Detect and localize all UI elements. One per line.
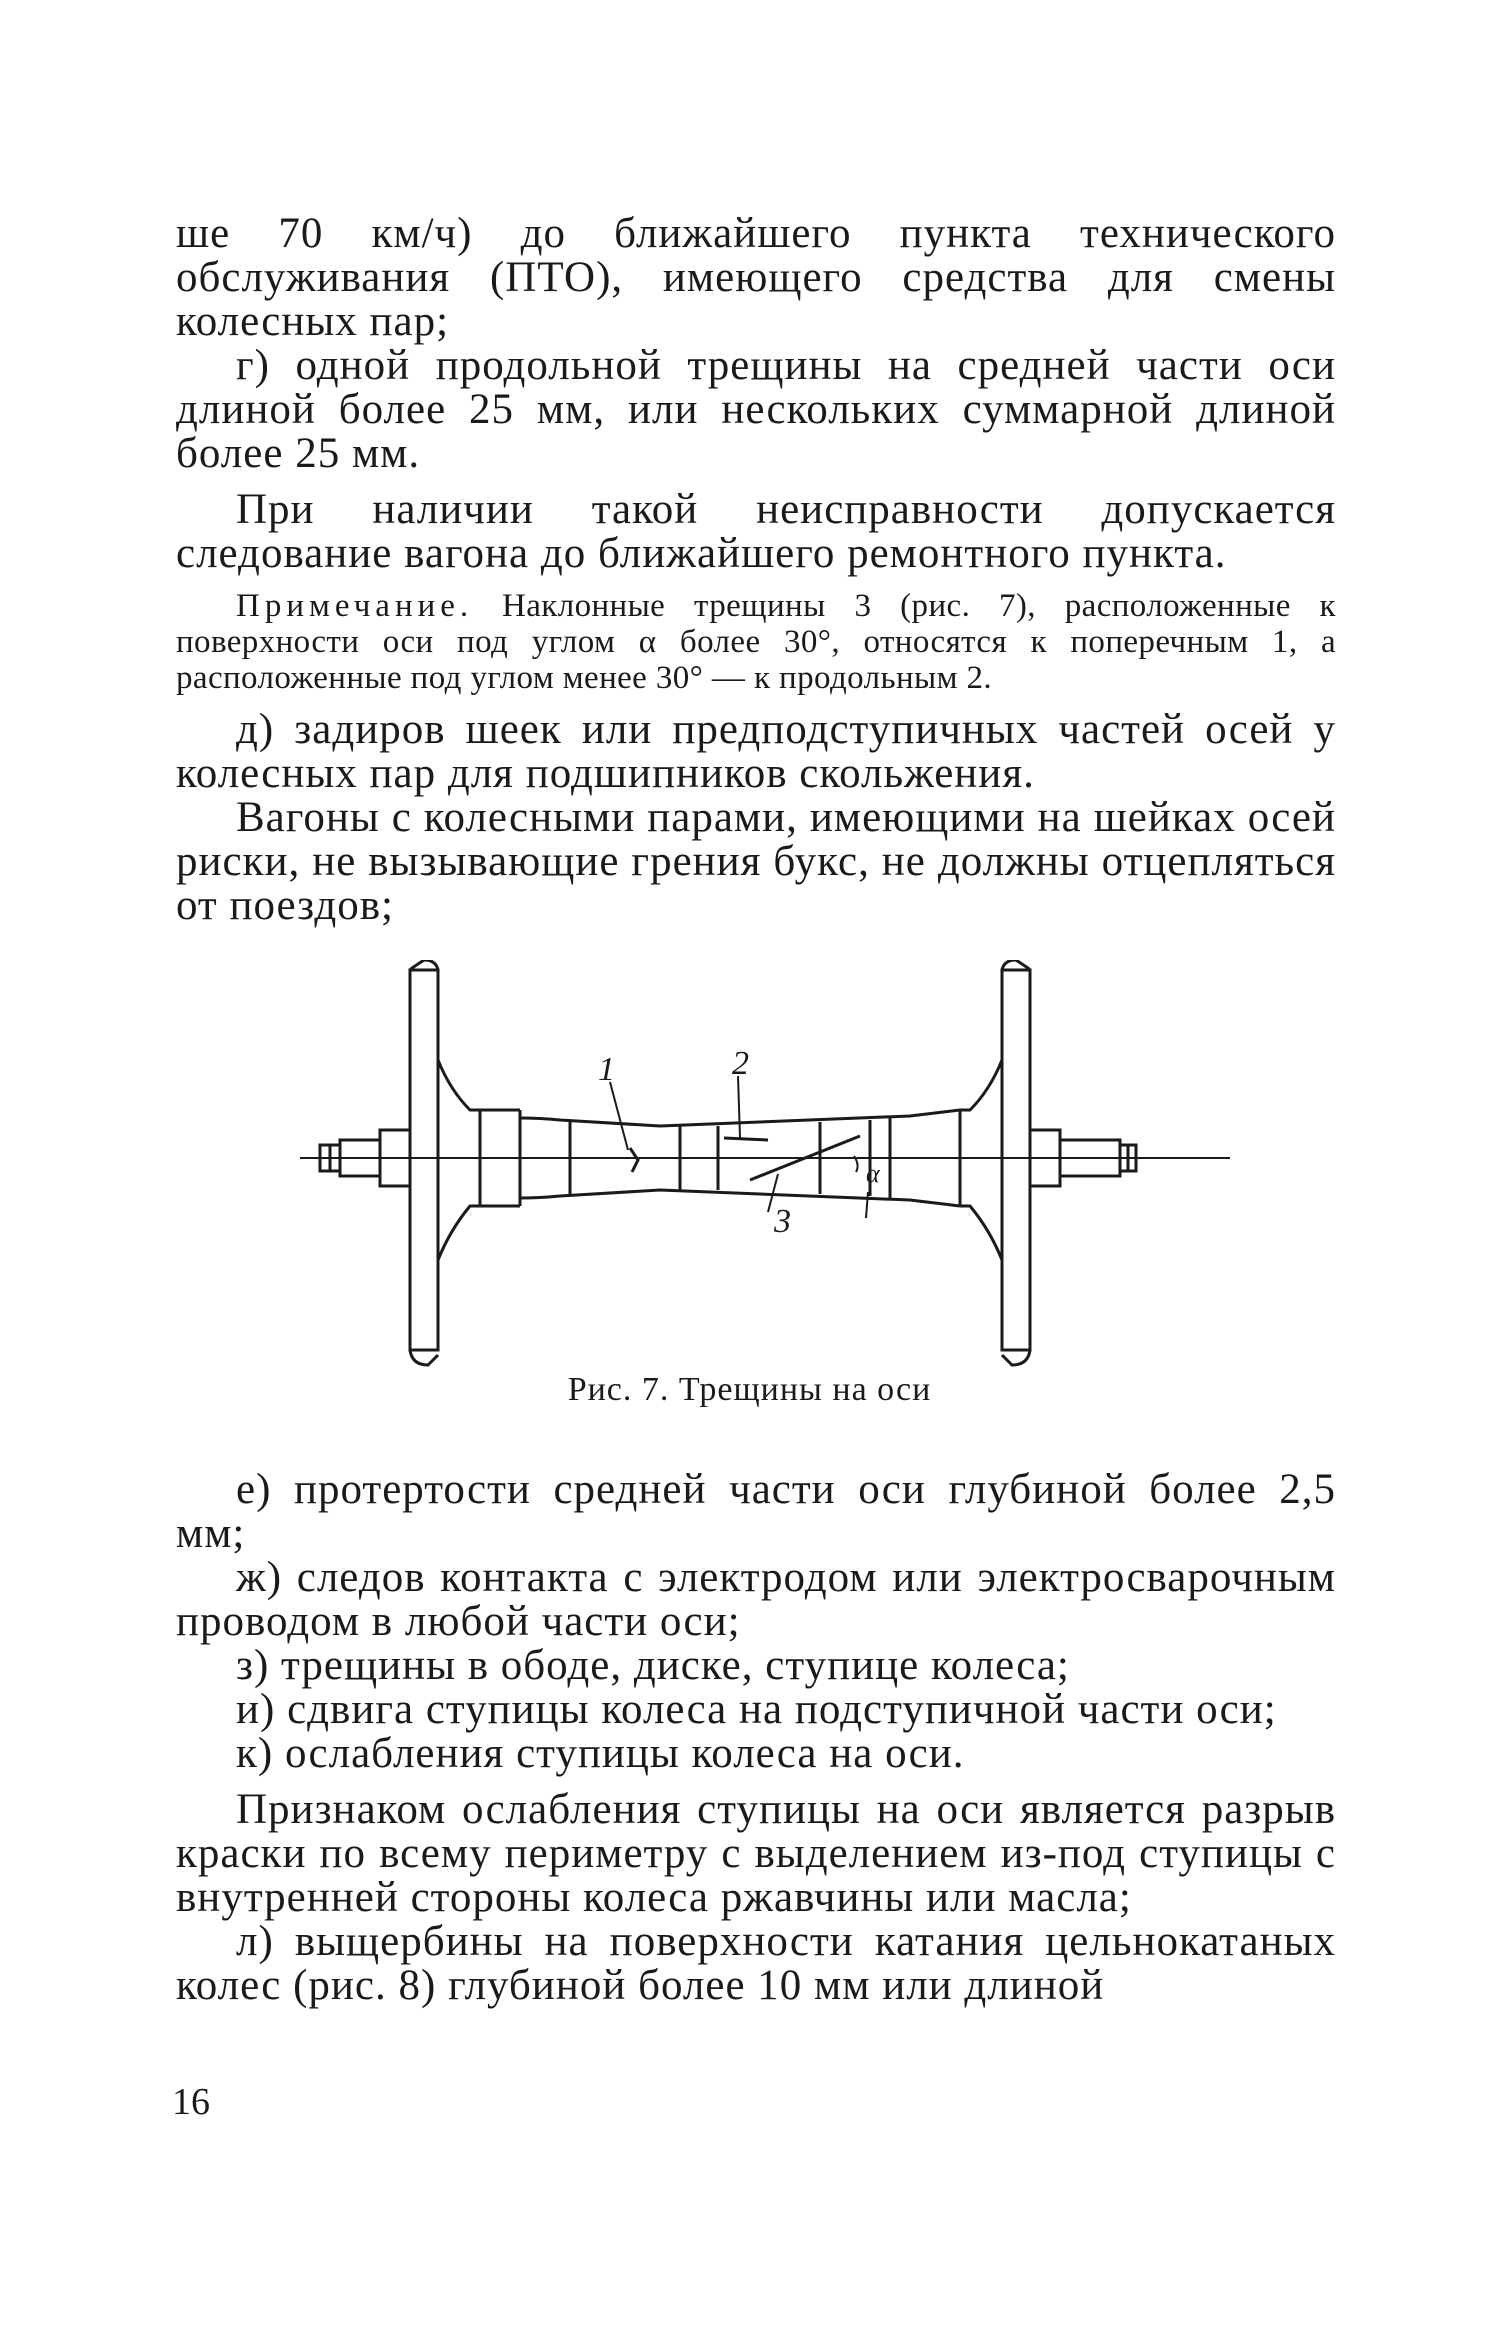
paragraph-wagons: Вагоны с колесными парами, имеющими на шейках осей риски, не вызывающие грения букс, не должны отцепляться от поездов; [176, 794, 1336, 929]
paragraph-item-k: к) ослабления ступицы колеса на оси. [236, 1730, 965, 1777]
note-text: Наклонные трещины 3 (рис. 7), расположенные к поверхности оси под углом α более 30°, относятся к поперечным 1, а расположенные под углом менее 30° — к продольным 2. [176, 588, 1336, 696]
label-alpha: α [866, 1159, 880, 1188]
footnote-primechanie [176, 588, 1336, 696]
paragraph-item-z: з) трещины в ободе, диске, ступице колеса; [236, 1642, 1070, 1689]
paragraph-item-zh: ж) следов контакта с электродом или электросварочным проводом в любой части оси; [176, 1554, 1336, 1645]
crack-2-longitudinal [724, 1138, 768, 1140]
crack-1-transverse [630, 1148, 638, 1172]
wheelset-axle-figure [300, 960, 1240, 1380]
paragraph-item-i: и) сдвига ступицы колеса на подступичной части оси; [236, 1686, 1277, 1733]
paragraph-repair-note: При наличии такой неисправности допускается следование вагона до ближайшего ремонтного пункта. [176, 486, 1336, 577]
paragraph-item-d: д) задиров шеек или предподступичных частей осей у колесных пар для подшипников скольжения. [176, 706, 1336, 797]
label-crack-1: 1 [598, 1051, 615, 1088]
note-label: Примечание. [236, 588, 474, 624]
text-block-top [176, 212, 1336, 928]
left-wheel [410, 960, 480, 1365]
text-block-bottom [176, 1468, 1336, 2008]
paragraph-item-e: е) протертости средней части оси глубиной более 2,5 мм; [176, 1466, 1336, 1557]
figure-caption: Рис. 7. Трещины на оси [567, 1371, 932, 1408]
paragraph-item-g: г) одной продольной трещины на средней части оси длиной более 25 мм, или нескольких суммарной длиной более 25 мм. [176, 342, 1336, 477]
paragraph-loosening-sign: Признаком ослабления ступицы на оси является разрыв краски по всему периметру с выделением из-под ступицы с внутренней стороны колеса ржавчины или масла; [176, 1786, 1336, 1921]
label-crack-2: 2 [732, 1045, 749, 1082]
right-wheel [960, 960, 1030, 1365]
paragraph-item-l: л) выщербины на поверхности катания цельнокатаных колес (рис. 8) глубиной более 10 мм или длиной [176, 1918, 1336, 2009]
page-number: 16 [172, 2081, 210, 2123]
label-crack-3: 3 [774, 1203, 791, 1240]
paragraph-continuation: ше 70 км/ч) до ближайшего пункта технического обслуживания (ПТО), имеющего средства для смены колесных пар; [176, 210, 1336, 345]
